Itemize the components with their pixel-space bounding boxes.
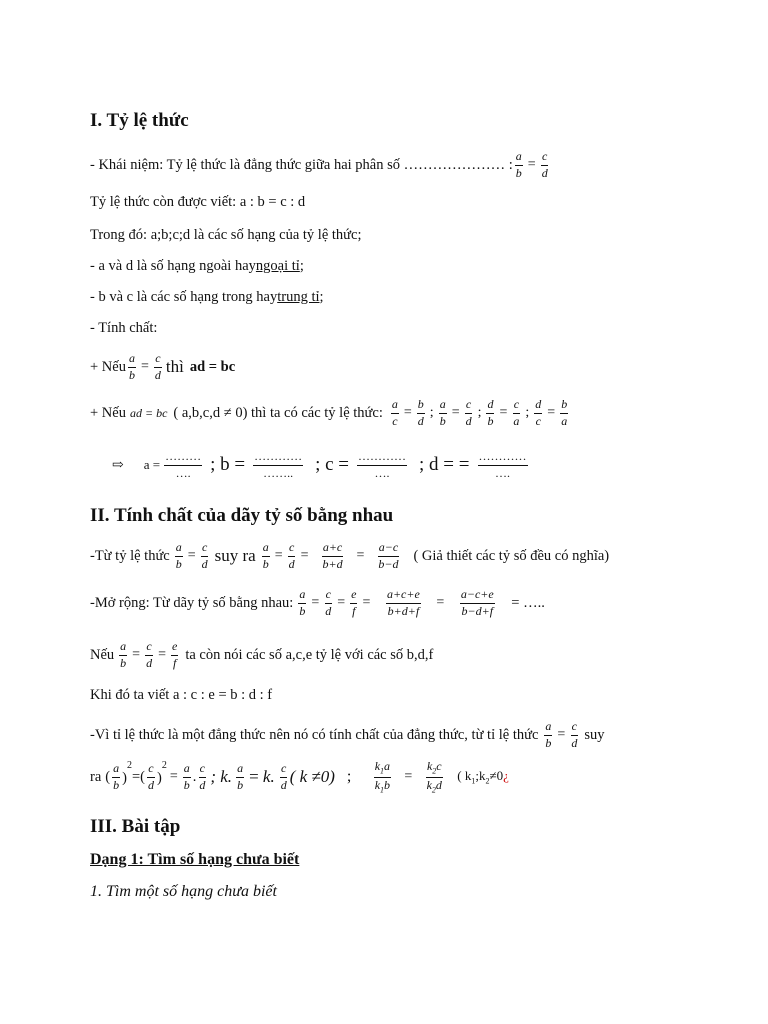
section-2-heading: II. Tính chất của dãy tỷ số bằng nhau [90, 505, 394, 526]
definition-line: - Khái niệm: Tỷ lệ thức là đẳng thức giữa hai phân số ………………… : $\frac{a}{b}$ = $\frac{c}{d}$ [90, 149, 548, 180]
line2-prefix: -Mở rộng: Từ dãy tỷ số bằng nhau: [90, 594, 294, 611]
blank-d-num: ………… [478, 450, 528, 466]
line2-end: = ….. [511, 594, 545, 611]
terms-intro-line: Trong đó: a;b;c;d là các số hạng của tỷ lệ thức; [90, 227, 362, 243]
alt-notation-line: Tỷ lệ thức còn được viết: a : b = c : d [90, 194, 306, 210]
outer-terms-line: - a và d là số hạng ngoài hay ngoại tỉ ; [90, 258, 304, 274]
blank-b-num: ………… [253, 450, 303, 466]
prop2-cond: ad = bc [129, 405, 168, 420]
notation-line: Khi đó ta viết a : c : e = b : d : f [90, 687, 273, 703]
blank-a-num: ……… [164, 450, 202, 466]
arrow-icon: ⇨ [112, 457, 124, 473]
prop1-then: thì [165, 357, 184, 377]
line6-k: ; k. [210, 767, 233, 787]
line6-tail2: ;k [475, 768, 486, 784]
line5-prefix: -Vì tỉ lệ thức là một đẳng thức nên nó có tính chất của đẳng thức, từ tỉ lệ thức [90, 726, 539, 743]
line3-suffix: ta còn nói các số a,c,e tỷ lệ với các số b,d,f [185, 646, 434, 663]
prop2-prefix: + Nếu [90, 404, 126, 421]
blank-c-num: ………… [357, 450, 407, 466]
property-label: - Tính chất: [90, 320, 158, 336]
extension-line: -Mở rộng: Từ dãy tỷ số bằng nhau: $\frac{a}{b}$ = $\frac{c}{d}$ = $\frac{e}{f}$ = $\frac{a+c+e}{b+d+f}$ = $\frac{a-c+e}{b-d+f}$ = ….. [90, 587, 545, 618]
section-3-heading: III. Bài tập [90, 816, 181, 837]
proportional-line: Nếu $\frac{a}{b}$ = $\frac{c}{d}$ = $\frac{e}{f}$ ta còn nói các số a,c,e tỷ lệ với các số b,d,f [90, 639, 434, 670]
blank-a-den: …. [175, 465, 191, 480]
inner-prefix: - b và c là các số hạng trong hay [90, 289, 278, 305]
fraction-c-d: $\frac{c}{d}$ [541, 149, 548, 180]
line1-mid: suy ra [214, 546, 256, 566]
line6-cond: ( k ≠0) [289, 767, 335, 787]
line6-tail: ( k [457, 768, 472, 784]
fraction-c-d: $\frac{c}{d}$ [154, 351, 161, 382]
fraction-a-b: $\frac{a}{b}$ [128, 351, 135, 382]
power-scale-line: ra ( a b )$^2$ =( c d )$^2$ = $\frac{a}{b}$ . c d ; k. $\frac{a}{b}$ = k. c d ( k ≠0) ; $\frac{k_1a}{k_1b}$ = $\frac{k_2c}{k_2d}$ ( $k_1;k_2\ne 0¿$ [90, 759, 509, 794]
equal-ratios-line: -Từ tỷ lệ thức $\frac{a}{b}$ = $\frac{c}{d}$ suy ra $\frac{a}{b}$ = $\frac{c}{d}$ = $\frac{a+c}{b+d}$ = $\frac{a-c}{b-d}$ ( Giả thiết các tỷ số đều có nghĩa) [90, 540, 610, 571]
line3-prefix: Nếu [90, 646, 115, 663]
inner-terms-line: - b và c là các số hạng trong hay trung tỉ ; [90, 289, 324, 305]
property-2-line: + Nếu ad = bc ( a,b,c,d ≠ 0) thì ta có các tỷ lệ thức: $\frac{a}{c}$ = $\frac{b}{d}$ ; $\frac{a}{b}$ = $\frac{c}{d}$ ; $\frac{d}{b}$ = $\frac{c}{a}$ ; $\frac{d}{c}$ = $\frac{b}{a}$ [90, 397, 568, 428]
outer-prefix: - a và d là số hạng ngoài hay [90, 258, 256, 274]
type-1-heading: Dạng 1: Tìm số hạng chưa biết [90, 851, 300, 868]
inner-term: trung tỉ [277, 289, 320, 305]
blank-b-den: …….. [263, 465, 294, 480]
line1-prefix: -Từ tỷ lệ thức [90, 547, 170, 564]
prop2-mid: ( a,b,c,d ≠ 0) thì ta có các tỷ lệ thức: [173, 404, 383, 421]
line1-note: ( Giả thiết các tỷ số đều có nghĩa) [413, 547, 610, 564]
blank-d-den: …. [495, 465, 510, 480]
line6-sep: ; [346, 768, 352, 786]
line5-suffix: suy [584, 726, 605, 743]
item-1-heading: 1. Tìm một số hạng chưa biết [90, 883, 277, 900]
definition-text: - Khái niệm: Tỷ lệ thức là đẳng thức giữa hai phân số ………………… : [90, 156, 513, 173]
prop1-prefix: + Nếu [90, 358, 126, 375]
property-equality-line: -Vì tỉ lệ thức là một đẳng thức nên nó có tính chất của đẳng thức, từ tỉ lệ thức $\frac{a}{b}$ = $\frac{c}{d}$ suy [90, 719, 605, 750]
solve-blanks-line: ⇨ a = ……… …. ; b = ………… …….. ; c = ………… …. ; d = = ………… …. [112, 449, 527, 480]
blank-c-den: …. [374, 465, 390, 480]
section-1-heading: I. Tỷ lệ thức [90, 110, 189, 131]
outer-term: ngoại tỉ [255, 258, 300, 274]
line6-tail3: ≠0 [489, 768, 504, 784]
line6-prefix: ra [90, 768, 102, 785]
line6-glyph: ¿ [503, 768, 509, 784]
prop1-result: ad = bc [189, 358, 236, 375]
fraction-a-b: $\frac{a}{b}$ [515, 149, 522, 180]
property-1-line: + Nếu $\frac{a}{b}$ = $\frac{c}{d}$ thì ad = bc [90, 351, 236, 382]
